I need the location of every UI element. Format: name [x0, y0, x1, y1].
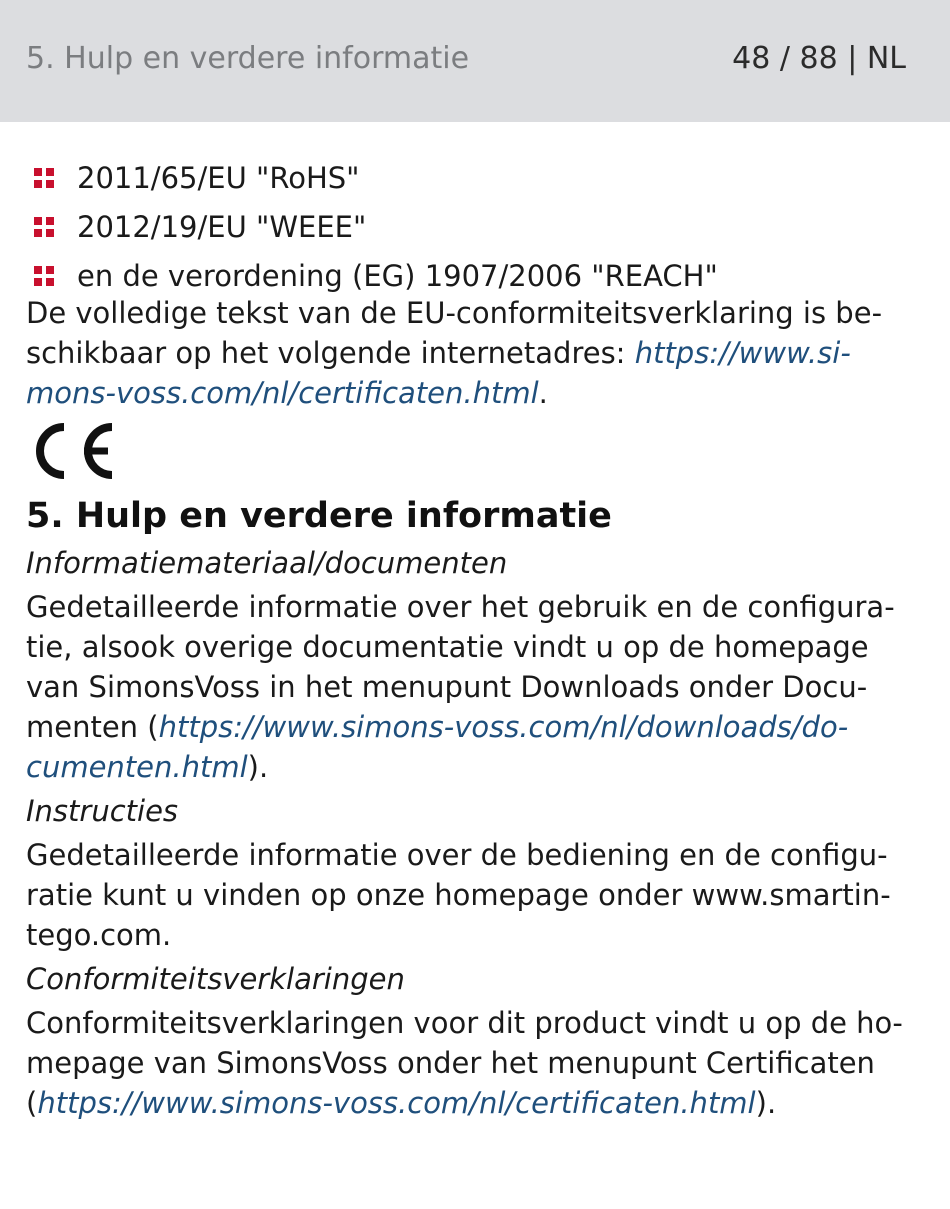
square-bullet-icon — [34, 266, 54, 286]
info-material-subheading: Informatiemateriaal/documenten — [26, 546, 508, 580]
directive-list — [26, 158, 916, 296]
list-item-text: 2012/19/EU "WEEE" — [77, 210, 367, 244]
eu-certificates-link[interactable]: https://www.simons-voss.com/nl/certificaten.html — [26, 336, 851, 410]
conformity-end: ). — [755, 1086, 777, 1120]
list-item — [26, 207, 916, 247]
eu-declaration-end: . — [538, 376, 548, 410]
square-bullet-icon — [34, 217, 54, 237]
downloads-documents-link[interactable]: https://www.simons-voss.com/nl/downloads/documenten.html — [26, 710, 849, 784]
list-item — [26, 256, 916, 296]
eu-declaration-paragraph — [26, 293, 916, 413]
list-item-text: 2011/65/EU "RoHS" — [77, 161, 360, 195]
certificates-link[interactable]: https://www.simons-voss.com/nl/certificaten.html — [37, 1086, 756, 1120]
list-item — [26, 158, 916, 198]
eu-declaration-text: De volledige tekst van de EU-conformiteitsverklaring is beschikbaar op het volgende internetadres: — [26, 296, 883, 370]
info-material-end: ). — [247, 750, 269, 784]
info-material-paragraph — [26, 587, 916, 787]
list-item-text: en de verordening (EG) 1907/2006 "REACH" — [77, 259, 718, 293]
page-header — [0, 0, 950, 122]
instructions-subheading: Instructies — [26, 794, 179, 828]
header-page-info: 48 / 88 | NL — [732, 41, 906, 76]
conformity-text: Conformiteitsverklaringen voor dit product vindt u op de homepage van SimonsVoss onder het menupunt Certificaten ( — [26, 1006, 903, 1120]
section-heading: 5. Hulp en verdere informatie — [26, 496, 612, 536]
page-content — [26, 158, 916, 1123]
conformity-subheading: Conformiteitsverklaringen — [26, 962, 405, 996]
conformity-paragraph — [26, 1003, 916, 1123]
ce-mark-icon — [26, 419, 116, 483]
info-material-text: Gedetailleerde informatie over het gebruik en de configuratie, alsook overige documentatie vindt u op de homepage van SimonsVoss in het menupunt Downloads onder Documenten ( — [26, 590, 895, 744]
square-bullet-icon — [34, 168, 54, 188]
header-section-title: 5. Hulp en verdere informatie — [26, 41, 470, 76]
instructions-paragraph: Gedetailleerde informatie over de bediening en de configuratie kunt u vinden op onze homepage onder www.smartintego.com. — [26, 838, 891, 952]
